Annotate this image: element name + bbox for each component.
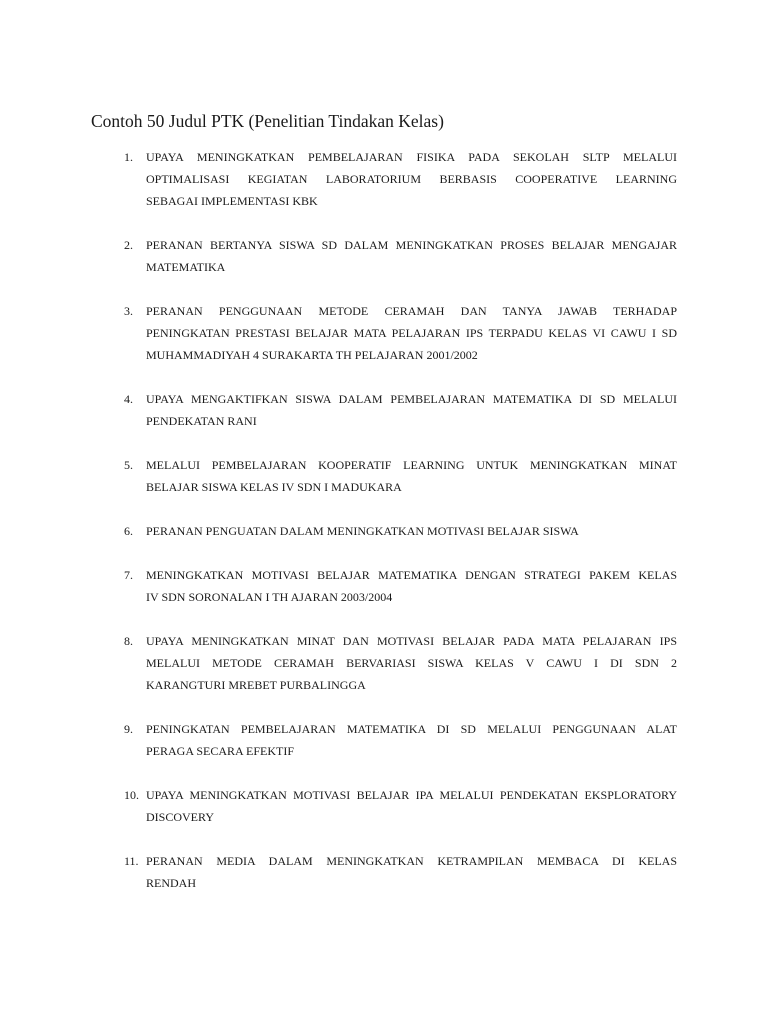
list-item — [120, 630, 677, 696]
list-item-number: 4. — [124, 392, 133, 406]
list-item-text-line: IV SDN SORONALAN I TH AJARAN 2003/2004 — [146, 590, 393, 604]
list-item-number: 11. — [124, 854, 139, 868]
list-item — [120, 784, 677, 828]
list-item — [120, 454, 677, 498]
list-item — [120, 520, 677, 542]
list-item-number: 5. — [124, 458, 133, 472]
list-item-text-line: UPAYA MENINGKATKAN MOTIVASI BELAJAR IPA MELALUI PENDEKATAN EKSPLORATORY — [146, 788, 677, 802]
list-item-text-line: UPAYA MENINGKATKAN MINAT DAN MOTIVASI BELAJAR PADA MATA PELAJARAN IPS — [146, 634, 677, 648]
list-item-text-line: MATEMATIKA — [146, 260, 226, 274]
list-item-text-line: OPTIMALISASI KEGIATAN LABORATORIUM BERBASIS COOPERATIVE LEARNING — [146, 172, 677, 186]
list-item-text-line: PENINGKATAN PRESTASI BELAJAR MATA PELAJARAN IPS TERPADU KELAS VI CAWU I SD — [146, 326, 677, 340]
title-list — [120, 146, 677, 916]
document-title: Contoh 50 Judul PTK (Penelitian Tindakan Kelas) — [91, 111, 444, 131]
list-item-text-line: BELAJAR SISWA KELAS IV SDN I MADUKARA — [146, 480, 402, 494]
list-item-text-line: SEBAGAI IMPLEMENTASI KBK — [146, 194, 318, 208]
list-item-number: 3. — [124, 304, 133, 318]
list-item-text-line: MUHAMMADIYAH 4 SURAKARTA TH PELAJARAN 2001/2002 — [146, 348, 478, 362]
list-item-text-line: RENDAH — [146, 876, 196, 890]
list-item — [120, 146, 677, 212]
list-item-number: 8. — [124, 634, 133, 648]
list-item-text-line: MELALUI PEMBELAJARAN KOOPERATIF LEARNING UNTUK MENINGKATKAN MINAT — [146, 458, 677, 472]
list-item-text-line: PERANAN PENGGUNAAN METODE CERAMAH DAN TANYA JAWAB TERHADAP — [146, 304, 677, 318]
list-item-text-line: PERANAN PENGUATAN DALAM MENINGKATKAN MOTIVASI BELAJAR SISWA — [146, 524, 579, 538]
list-item-text-line: PENDEKATAN RANI — [146, 414, 257, 428]
list-item-number: 6. — [124, 524, 133, 538]
list-item-text-line: UPAYA MENINGKATKAN PEMBELAJARAN FISIKA PADA SEKOLAH SLTP MELALUI — [146, 150, 677, 164]
list-item — [120, 718, 677, 762]
list-item — [120, 564, 677, 608]
list-item-text-line: DISCOVERY — [146, 810, 215, 824]
list-item — [120, 300, 677, 366]
list-item-number: 1. — [124, 150, 133, 164]
list-item-text-line: PENINGKATAN PEMBELAJARAN MATEMATIKA DI SD MELALUI PENGGUNAAN ALAT — [146, 722, 677, 736]
list-item-text-line: PERANAN BERTANYA SISWA SD DALAM MENINGKATKAN PROSES BELAJAR MENGAJAR — [146, 238, 677, 252]
list-item-text-line: PERANAN MEDIA DALAM MENINGKATKAN KETRAMPILAN MEMBACA DI KELAS — [146, 854, 677, 868]
list-item-number: 10. — [124, 788, 139, 802]
list-item — [120, 388, 677, 432]
list-item — [120, 850, 677, 894]
list-item-number: 2. — [124, 238, 133, 252]
list-item — [120, 234, 677, 278]
list-item-number: 7. — [124, 568, 133, 582]
list-item-text-line: MENINGKATKAN MOTIVASI BELAJAR MATEMATIKA DENGAN STRATEGI PAKEM KELAS — [146, 568, 677, 582]
list-item-text-line: MELALUI METODE CERAMAH BERVARIASI SISWA KELAS V CAWU I DI SDN 2 — [146, 656, 677, 670]
list-item-text-line: PERAGA SECARA EFEKTIF — [146, 744, 295, 758]
list-item-text-line: UPAYA MENGAKTIFKAN SISWA DALAM PEMBELAJARAN MATEMATIKA DI SD MELALUI — [146, 392, 677, 406]
list-item-number: 9. — [124, 722, 133, 736]
list-item-text-line: KARANGTURI MREBET PURBALINGGA — [146, 678, 366, 692]
